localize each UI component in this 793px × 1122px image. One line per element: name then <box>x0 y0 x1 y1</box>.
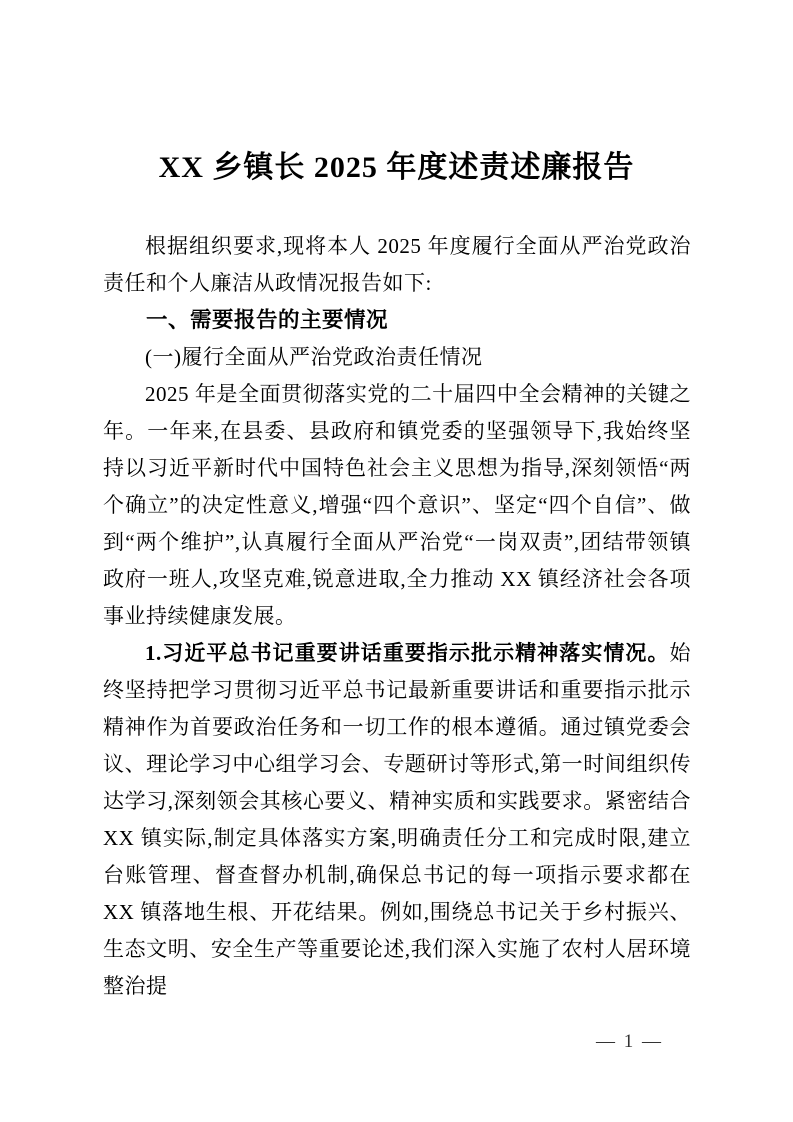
subsection-heading: (一)履行全面从严治党政治责任情况 <box>145 345 483 369</box>
overview-paragraph: 2025 年是全面贯彻落实党的二十届四中全会精神的关键之年。一年来,在县委、县政府和镇党委的坚强领导下,我始终坚持以习近平新时代中国特色社会主义思想为指导,深刻领悟“两个确立”的决定性意义,增强“四个意识”、坚定“四个自信”、做到“两个维护”,认真履行全面从严治党“一岗双责”,团结带领镇政府一班人,攻坚克难,锐意进取,全力推动 XX 镇经济社会各项事业持续健康发展。 <box>103 382 691 628</box>
intro-paragraph: 根据组织要求,现将本人 2025 年度履行全面从严治党政治责任和个人廉洁从政情况报告如下: <box>103 234 691 295</box>
section-heading: 一、需要报告的主要情况 <box>146 308 389 332</box>
page-number: — 1 — <box>596 1031 663 1052</box>
document-title: XX 乡镇长 2025 年度述责述廉报告 <box>158 151 635 184</box>
point1-paragraph <box>103 635 691 1005</box>
document-body <box>103 228 691 1005</box>
point1-lead: 1.习近平总书记重要讲话重要指示批示精神落实情况。 <box>145 641 670 665</box>
point1-body: 始终坚持把学习贯彻习近平总书记最新重要讲话和重要指示批示精神作为首要政治任务和一切工作的根本遵循。通过镇党委会议、理论学习中心组学习会、专题研讨等形式,第一时间组织传达学习,深刻领会其核心要义、精神实质和实践要求。紧密结合 XX 镇实际,制定具体落实方案,明确责任分工和完成时限,建立台账管理、督查督办机制,确保总书记的每一项指示要求都在 XX 镇落地生根、开花结果。例如,围绕总书记关于乡村振兴、生态文明、安全生产等重要论述,我们深入实施了农村人居环境整治提 <box>103 641 691 998</box>
